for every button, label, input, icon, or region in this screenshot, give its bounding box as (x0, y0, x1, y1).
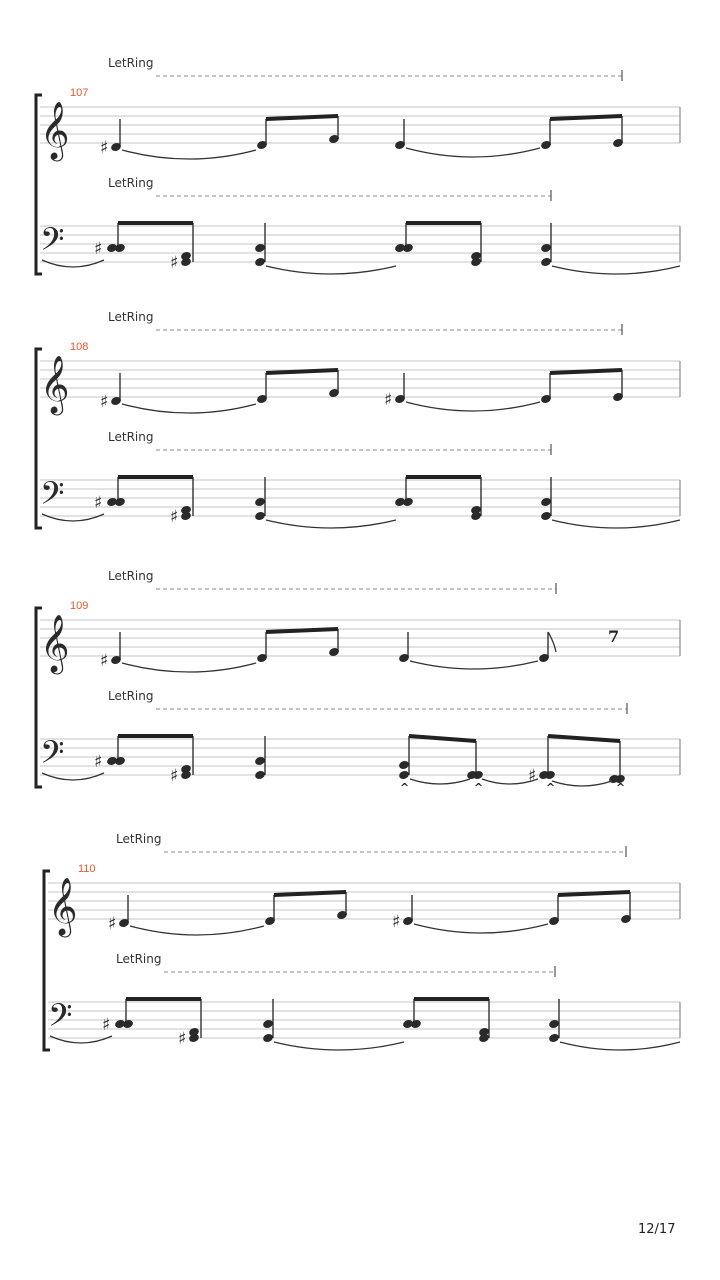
sharp-sign: ♯ (384, 390, 393, 410)
treble-staff (40, 361, 680, 397)
music-system (36, 310, 680, 528)
bass-clef: 𝄢 (40, 221, 65, 265)
tie (414, 924, 548, 933)
let-ring-label: LetRing (116, 832, 162, 846)
let-ring-label: LetRing (108, 310, 154, 324)
bass-notes (42, 477, 680, 528)
sharp-sign: ♯ (100, 651, 109, 671)
bass-staff (48, 1002, 680, 1038)
tie (274, 1042, 404, 1050)
sharp-sign: ♯ (94, 752, 103, 772)
notehead (262, 1033, 274, 1044)
let-ring-marking (108, 430, 551, 455)
eighth-rest: 7 (608, 627, 620, 646)
tie (266, 266, 396, 274)
let-ring-marking (108, 176, 551, 201)
treble-notes (108, 892, 632, 935)
treble-staff (40, 620, 680, 656)
bass-staff (40, 480, 680, 516)
bass-notes (42, 223, 680, 274)
let-ring-marking (108, 689, 627, 714)
sharp-sign: ♯ (108, 914, 117, 934)
notehead (254, 770, 266, 781)
treble-clef: 𝄞 (40, 355, 70, 413)
treble-staff (48, 883, 680, 919)
tie (560, 1042, 680, 1050)
tie (552, 266, 680, 274)
note-flag (548, 632, 556, 652)
accent-mark: ^ (616, 781, 626, 794)
measure-number: 108 (70, 341, 89, 353)
page-number: 12/17 (638, 1222, 676, 1237)
let-ring-marking (116, 832, 626, 857)
sharp-sign: ♯ (100, 138, 109, 158)
sharp-sign: ♯ (528, 766, 537, 786)
accent-mark: ^ (546, 781, 556, 794)
tie (552, 781, 612, 786)
notehead (548, 1033, 560, 1044)
sharp-sign: ♯ (170, 766, 179, 786)
bass-notes (50, 999, 680, 1050)
notehead (254, 511, 266, 522)
let-ring-label: LetRing (108, 176, 154, 190)
sharp-sign: ♯ (94, 493, 103, 513)
sharp-sign: ♯ (178, 1029, 187, 1049)
let-ring-label: LetRing (108, 689, 154, 703)
tie (410, 661, 538, 669)
let-ring-label: LetRing (108, 430, 154, 444)
measure-number: 109 (70, 600, 89, 612)
beam (409, 736, 476, 741)
let-ring-marking (116, 952, 555, 977)
accent-mark: ^ (474, 781, 484, 794)
tie (406, 148, 540, 157)
music-system (36, 569, 680, 794)
sharp-sign: ♯ (102, 1015, 111, 1035)
music-system (44, 832, 680, 1050)
notehead (540, 257, 552, 268)
treble-notes (100, 627, 619, 672)
bass-staff (40, 226, 680, 262)
notehead (254, 257, 266, 268)
sharp-sign: ♯ (100, 392, 109, 412)
sharp-sign: ♯ (170, 253, 179, 273)
tie (122, 404, 256, 413)
tie (266, 520, 396, 528)
tie (122, 663, 256, 672)
treble-notes (100, 116, 624, 159)
notehead (398, 770, 410, 781)
let-ring-marking (108, 569, 556, 594)
bass-clef: 𝄢 (40, 734, 65, 778)
bass-clef: 𝄢 (40, 475, 65, 519)
sharp-sign: ♯ (94, 239, 103, 259)
let-ring-label: LetRing (108, 56, 154, 70)
music-system (36, 56, 680, 274)
accent-mark: ^ (400, 781, 410, 794)
notehead (398, 760, 410, 771)
measure-number: 110 (78, 863, 96, 875)
tie (406, 402, 540, 411)
bass-notes (42, 736, 626, 794)
treble-notes (100, 370, 624, 413)
let-ring-label: LetRing (116, 952, 162, 966)
beam (548, 736, 620, 741)
treble-staff (40, 107, 680, 143)
let-ring-label: LetRing (108, 569, 154, 583)
tie (410, 779, 470, 784)
measure-number: 107 (70, 87, 89, 99)
bass-staff (40, 739, 680, 775)
treble-clef: 𝄞 (40, 101, 70, 159)
bass-clef: 𝄢 (48, 997, 73, 1041)
let-ring-marking (108, 56, 622, 81)
tie (122, 150, 256, 159)
sharp-sign: ♯ (170, 507, 179, 527)
tie (130, 926, 264, 935)
let-ring-marking (108, 310, 622, 335)
notehead (540, 511, 552, 522)
tie (552, 520, 680, 528)
treble-clef: 𝄞 (40, 614, 70, 672)
treble-clef: 𝄞 (48, 877, 78, 935)
sharp-sign: ♯ (392, 912, 401, 932)
